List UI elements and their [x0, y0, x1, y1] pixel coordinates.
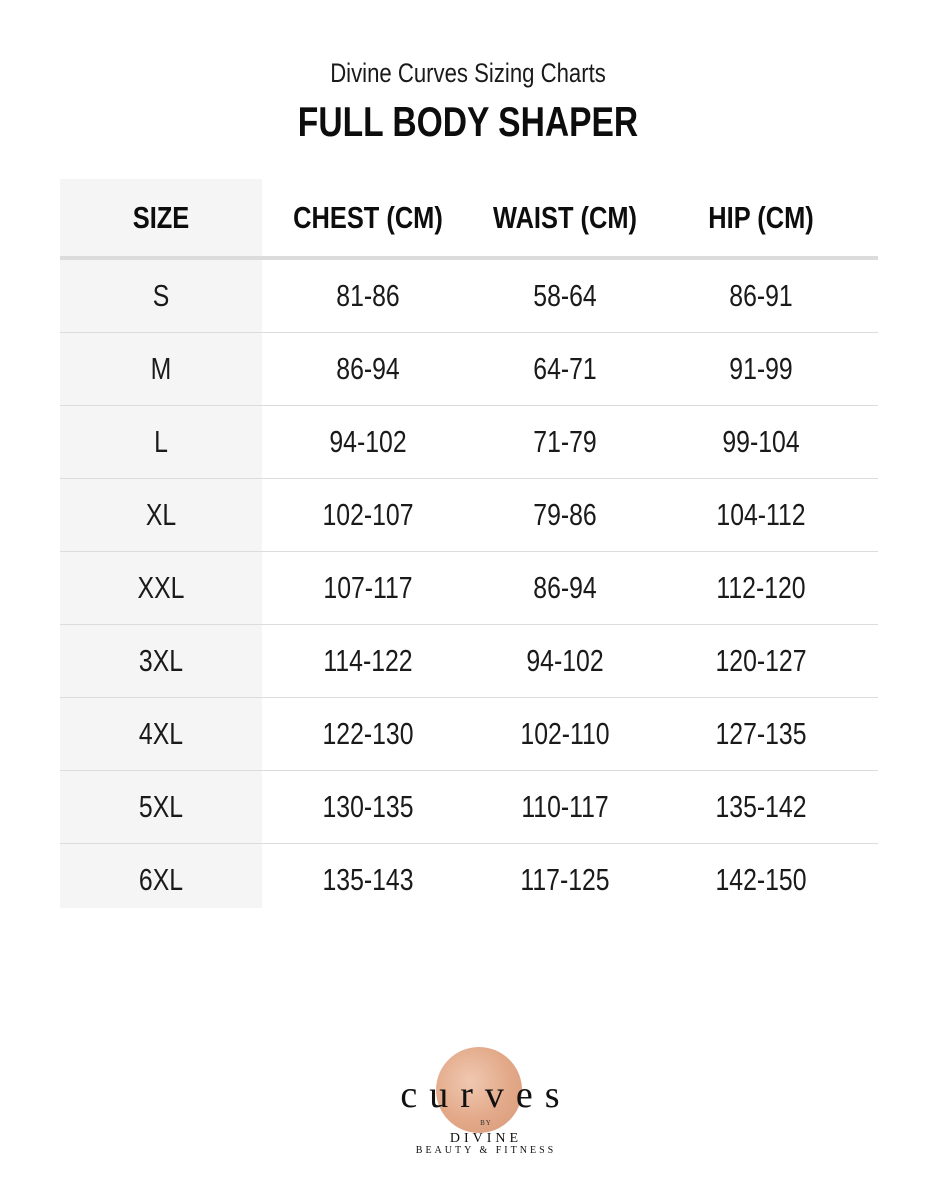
chart-title: FULL BODY SHAPER [297, 98, 639, 145]
chest-cell: 94-102 [329, 424, 407, 459]
hip-cell: 142-150 [715, 862, 807, 897]
logo-tagline: BEAUTY & FITNESS [415, 1145, 557, 1156]
table-row [60, 771, 878, 844]
hip-cell: 99-104 [722, 424, 800, 459]
size-cell: 3XL [138, 643, 184, 678]
logo-divine: DIVINE [449, 1131, 523, 1146]
size-table [60, 179, 878, 916]
table-row [60, 844, 878, 916]
table-row [60, 698, 878, 771]
waist-cell: 86-94 [533, 570, 597, 605]
logo-by: BY [480, 1119, 492, 1127]
size-cell: 6XL [138, 862, 184, 897]
size-cell: M [150, 351, 172, 386]
waist-cell: 58-64 [533, 278, 597, 313]
table-header-row [60, 179, 878, 260]
chest-cell: 130-135 [322, 789, 414, 824]
brand-logo [378, 1045, 594, 1160]
waist-cell: 64-71 [533, 351, 597, 386]
chest-cell: 135-143 [322, 862, 414, 897]
hip-cell: 127-135 [715, 716, 807, 751]
hip-cell: 112-120 [716, 570, 806, 605]
header-chest: CHEST (CM) [293, 199, 443, 235]
logo-wordmark: curves [400, 1074, 572, 1116]
size-cell: L [154, 424, 168, 459]
table-row [60, 479, 878, 552]
table-row [60, 552, 878, 625]
chest-cell: 114-122 [323, 643, 413, 678]
table-row [60, 333, 878, 406]
waist-cell: 117-125 [520, 862, 610, 897]
chest-cell: 81-86 [336, 278, 400, 313]
waist-cell: 102-110 [520, 716, 610, 751]
chest-cell: 107-117 [323, 570, 413, 605]
hip-cell: 120-127 [715, 643, 807, 678]
header-waist: WAIST (CM) [492, 199, 638, 235]
waist-cell: 71-79 [533, 424, 597, 459]
chest-cell: 86-94 [336, 351, 400, 386]
chest-cell: 102-107 [322, 497, 414, 532]
chart-subtitle: Divine Curves Sizing Charts [330, 58, 606, 88]
hip-cell: 104-112 [716, 497, 806, 532]
waist-cell: 110-117 [521, 789, 609, 824]
size-cell: XL [145, 497, 177, 532]
waist-cell: 94-102 [526, 643, 604, 678]
chest-cell: 122-130 [322, 716, 414, 751]
header-size: SIZE [132, 199, 190, 235]
size-cell: S [152, 278, 170, 313]
hip-cell: 86-91 [729, 278, 793, 313]
header-hip: HIP (CM) [708, 199, 814, 235]
size-cell: 5XL [138, 789, 184, 824]
waist-cell: 79-86 [533, 497, 597, 532]
table-row [60, 260, 878, 333]
size-cell: 4XL [138, 716, 184, 751]
hip-cell: 135-142 [715, 789, 807, 824]
size-cell: XXL [137, 570, 185, 605]
table-row [60, 406, 878, 479]
table-row [60, 625, 878, 698]
hip-cell: 91-99 [729, 351, 793, 386]
